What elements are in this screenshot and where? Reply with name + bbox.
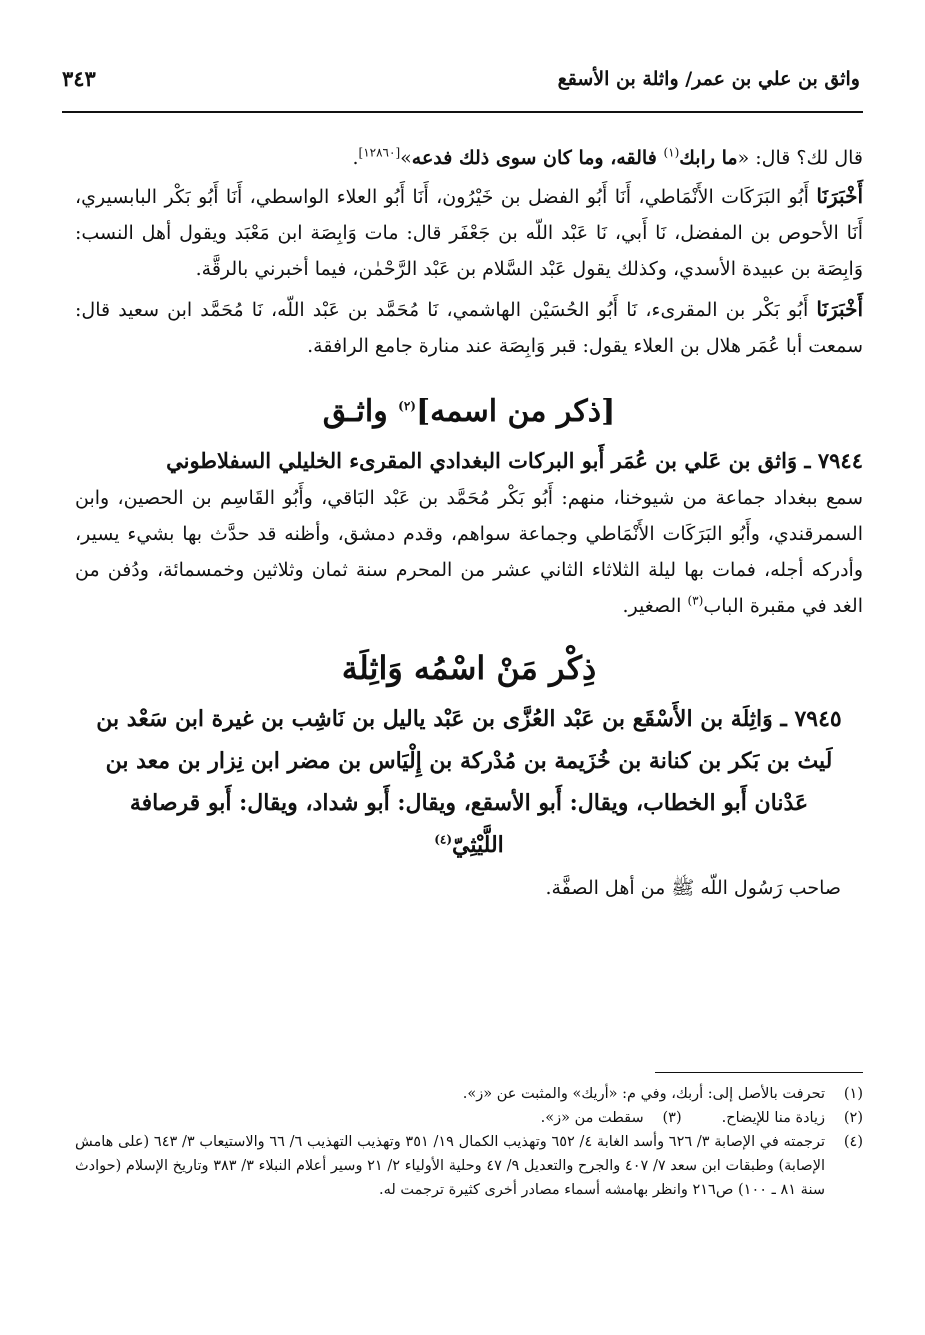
page-number: ٣٤٣: [62, 66, 96, 91]
footnote-text: تحرفت بالأصل إلى: أربك، وفي م: «أريك» والمثبت عن «ز».: [462, 1086, 825, 1102]
quote-close: »: [400, 147, 412, 169]
footnote-number: (٢): [843, 1110, 863, 1126]
hadith-quote: ما رابك: [679, 147, 738, 169]
footnote-text: ترجمته في الإصابة ٣/ ٦٢٦ وأسد الغابة ٤/ ٦٥٢ وتهذيب الكمال ١٩/ ٣٥١ وتهذيب التهذيب ٦/ ٦٦ والاستيعاب ٣/ ٦٤٣ (على هامش الإصابة) وطبقات ابن سعد ٧/ ٤٠٧ والجرح والتعديل ٩/ ٤٧ وحلية الأولياء ٢/ ٢١ وسير أعلام النبلاء ٣/ ٣٨٣ وتاريخ الإسلام (حوادث سنة ٨١ ـ ١٠٠) ص٢١٦ وانظر بهامشه أسماء مصادر أخرى كثيرة ترجمت له.: [75, 1134, 826, 1198]
paragraph-1: [75, 140, 863, 176]
entry-7945-text: صاحب رَسُول اللّه ﷺ من أهل الصفَّة.: [545, 877, 841, 899]
entry-7945-heading-text: ٧٩٤٥ ـ وَاثِلَة بن الأَسْقَع بن عَبْد العُزَّى بن عَبْد ياليل بن نَاشِب بن غيرة ابن سَعْد بن لَيث بن بَكر بن كنانة بن خُزَيمة بن مُدْركة بن إِلْيَاس بن مضر ابن نِزار بن معد بن عَدْنان أَبو الخطاب، ويقال: أَبو الأسقع، ويقال: أَبو شداد، ويقال: أَبو قرصافة اللَّيْثِيّ: [96, 706, 842, 858]
hadith-quote-cont: فالقه، وما كان سوى ذلك فدعه: [411, 147, 664, 169]
footnotes-2-3: [75, 1106, 863, 1130]
paragraph-3-text: أَبُو بَكْر بن المقرىء، نَا أَبُو الحُسَيْن الهاشمي، نَا مُحَمَّد بن عَبْد اللّه، نَا مُحَمَّد ابن سعيد قال: سمعت أبا عُمَر هلال بن العلاء يقول: قبر وَابِصَة عند منارة جامع الرافقة.: [75, 299, 863, 357]
footnote-1: [75, 1082, 863, 1106]
footnote-ref-4: (٤): [434, 832, 453, 847]
running-title: واثق بن علي بن عمر/ واثلة بن الأسقع: [557, 68, 860, 90]
page-header: [62, 62, 860, 104]
footnote-number: (١): [843, 1086, 863, 1102]
entry-7944-end: الصغير.: [622, 595, 688, 617]
footnotes: [75, 1082, 863, 1202]
footnote-4: [75, 1130, 863, 1202]
entry-7944-text: [75, 480, 863, 624]
header-rule: [62, 111, 863, 113]
footnote-2: [722, 1106, 863, 1130]
isnad-akhbarana: أَخْبَرَنَا: [816, 184, 863, 208]
entry-7944-body: سمع ببغداد جماعة من شيوخنا، منهم: أَبُو بَكْر مُحَمَّد بن عَبْد البَاقي، وأَبُو القَاسِم بن الحصين، وابن السمرقندي، وأَبُو البَرَكَات الأَنْمَاطي وجماعة سواهم، وقدم دمشق، وأظنه قد حدَّث بها بشيء يسير، وأدركه أجله، فمات بها ليلة الثلاثاء الثاني عشر من المحرم سنة ثمان وثلاثين وخمسمائة، ودُفن من الغد في مقبرة الباب: [75, 487, 863, 617]
footnote-3: [541, 1106, 682, 1130]
footnote-text: سقطت من «ز».: [540, 1110, 644, 1126]
footnote-ref-2: (٢): [398, 399, 416, 413]
section-heading-wathila: ذِكْر مَنْ اسْمُه وَاثِلَة: [341, 649, 597, 687]
footnotes-rule: [655, 1072, 863, 1073]
footnote-number: (٣): [662, 1110, 682, 1126]
section-heading-wathiq: [75, 388, 863, 436]
isnad-akhbarana: أَخْبَرَنَا: [816, 297, 863, 321]
paragraph-1-end: .: [352, 147, 359, 169]
paragraph-3: [75, 291, 863, 364]
hadith-number: [١٢٨٦٠]: [358, 145, 401, 160]
entry-7944-heading: ٧٩٤٤ ـ وَاثق بن عَلي بن عُمَر أَبو البركات البغدادي المقرىء الخليلي السفلاطوني: [166, 448, 863, 473]
footnote-ref-3: (٣): [687, 593, 704, 608]
paragraph-2-text: أَبُو البَرَكَات الأَنْمَاطي، أَنَا أَبُو الفضل بن خَيْرُون، أَنَا أَبُو العلاء الواسطي، أَنَا أَبُو بَكْر البابسيري، أَنَا الأحوص بن المفضل، نَا أَبي، نَا عَبْد اللّه بن جَعْفَر قال: مات وَابِصَة ابن مَعْبَد ويقول أهل النسب: وَابِصَة بن عبيدة الأسدي، وكذلك يقول عَبْد السَّلام بن عَبْد الرَّحْمٰن، فيما أخبرني بالرقَّة.: [75, 186, 863, 280]
page-body: [75, 140, 863, 906]
footnote-text: زيادة منا للإيضاح.: [721, 1110, 825, 1126]
footnote-number: (٤): [843, 1134, 863, 1150]
section-heading-a: [ذكر من اسمه]: [415, 394, 616, 429]
entry-7945-heading: [75, 698, 863, 866]
paragraph-1-lead: قال لك؟ قال: «: [737, 147, 863, 169]
paragraph-2: [75, 178, 863, 287]
footnote-ref-1: (١): [663, 145, 680, 160]
section-heading-b: واثـق: [322, 394, 399, 429]
